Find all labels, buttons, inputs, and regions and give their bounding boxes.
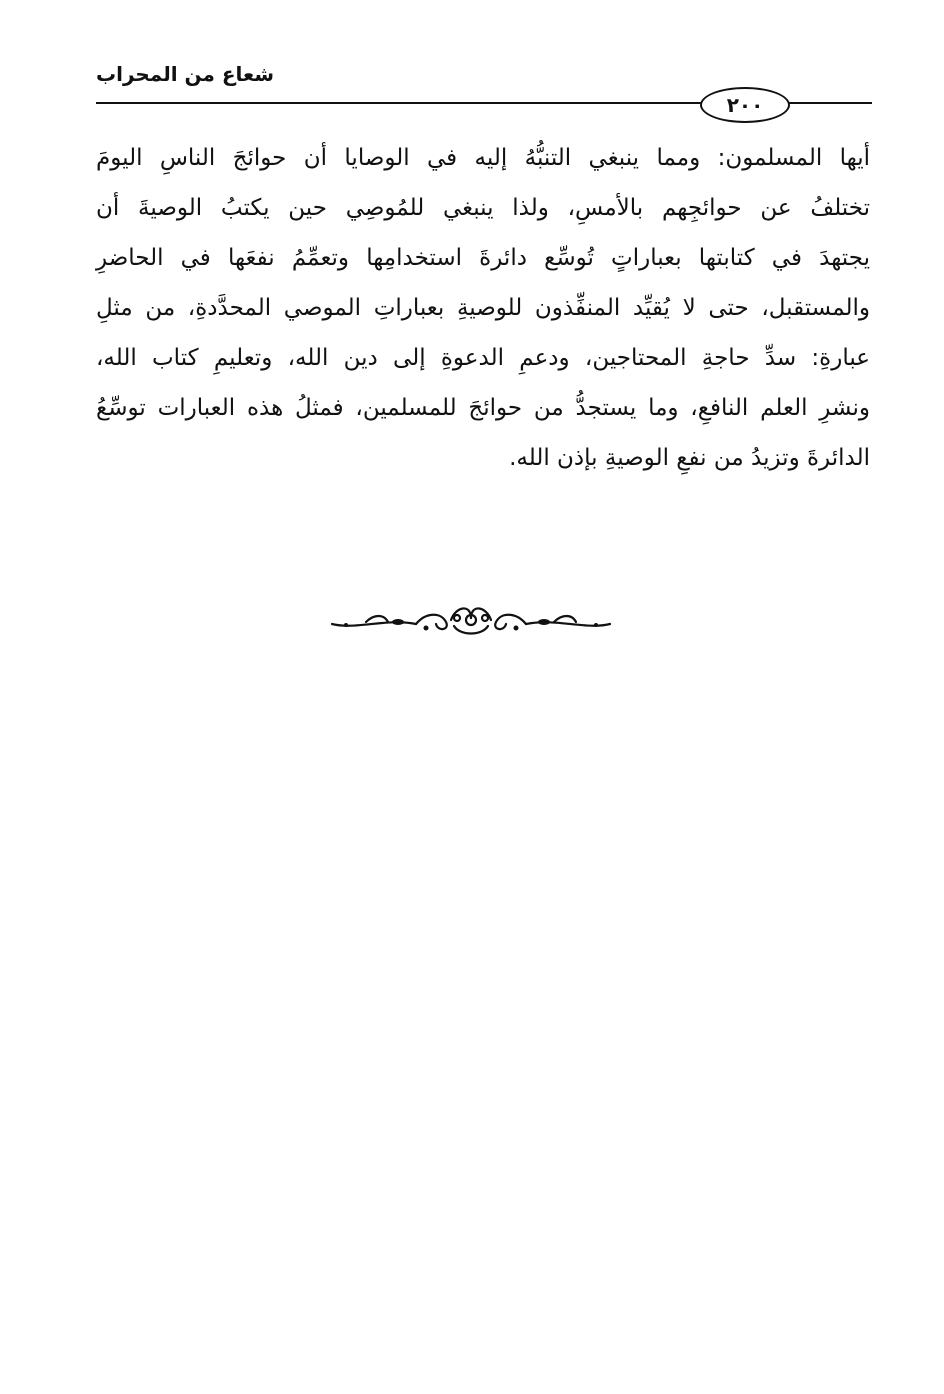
text-line: أيها المسلمون: ومما ينبغي التنبُّهُ إليه في الوصايا أن حوائجَ الناسِ اليومَ [96,145,870,171]
text-line: ونشرِ العلم النافعِ، وما يستجدُّ من حوائجَ للمسلمين، فمثلُ هذه العبارات توسِّعُ [96,395,870,421]
text-line: يجتهدَ في كتابتها بعباراتٍ تُوسِّع دائرةَ استخدامِها وتعمِّمُ نفعَها في الحاضرِ [96,245,870,271]
book-title: شعاع من المحراب [96,62,275,86]
text-line: والمستقبل، حتى لا يُقيِّد المنفِّذون للوصيةِ بعباراتِ الموصي المحدَّدةِ، من مثلِ [96,295,870,321]
body-paragraph [96,142,870,492]
text-line: عبارةِ: سدِّ حاجةِ المحتاجين، ودعمِ الدعوةِ إلى دين الله، وتعليمِ كتاب الله، [96,345,870,371]
floral-divider-icon [326,600,616,640]
text-line: الدائرةَ وتزيدُ من نفعِ الوصيةِ بإذن الله. [509,445,870,471]
page-number: ٢٠٠ [700,87,790,123]
text-line: تختلفُ عن حوائجِهم بالأمسِ، ولذا ينبغي للمُوصِي حين يكتبُ الوصيةَ أن [96,195,870,221]
